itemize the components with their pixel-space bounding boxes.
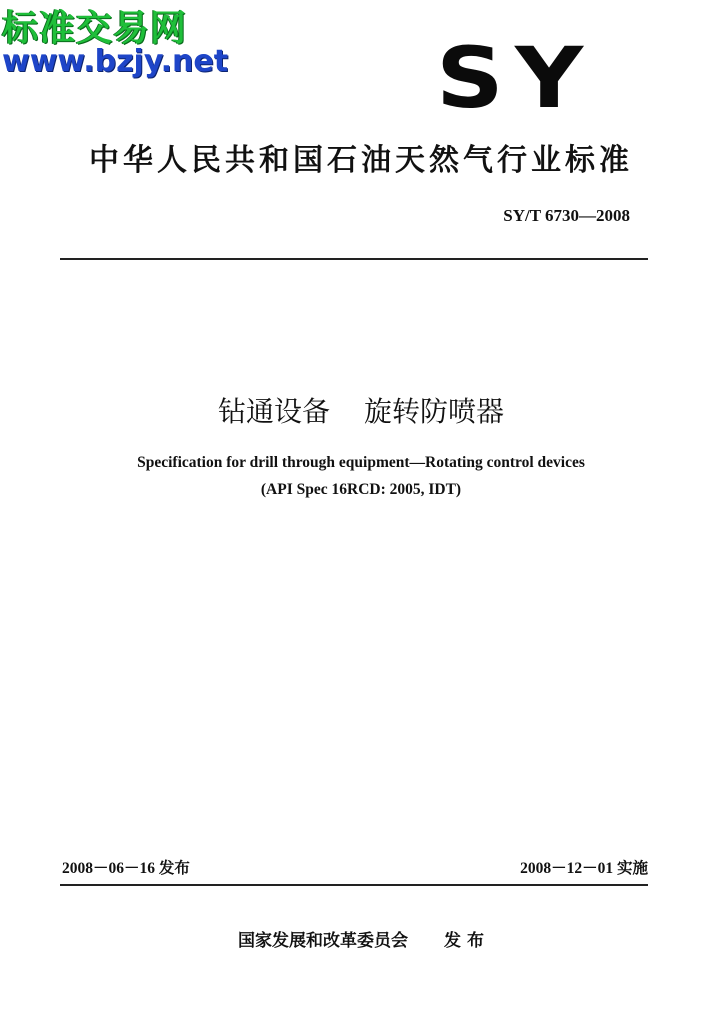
bottom-divider: [60, 884, 648, 886]
issuing-authority: [0, 926, 722, 951]
industry-standard-title: 中华人民共和国石油天然气行业标准: [89, 143, 633, 178]
document-title-cn: [0, 390, 722, 430]
issuer-action: 发 布: [444, 931, 484, 951]
adoption-reference: (API Spec 16RCD: 2005, IDT): [260, 481, 462, 498]
standard-number: SY/T 6730—2008: [503, 206, 630, 225]
top-divider: [60, 258, 648, 260]
sy-standard-logo: SY: [435, 29, 594, 127]
document-title-cn-part2: 旋转防喷器: [364, 395, 505, 428]
document-title-cn-part1: 钻通设备: [217, 395, 330, 428]
issue-date: 2008－06－16 发布: [62, 860, 190, 877]
document-title-en: Specification for drill through equipment—Rotating control devices: [137, 454, 585, 471]
watermark-site-name: 标准交易网: [2, 8, 188, 49]
effective-date: 2008－12－01 实施: [520, 860, 648, 877]
issuer-name: 国家发展和改革委员会: [238, 931, 409, 951]
watermark-site-url: www.bzjy.net: [2, 44, 229, 79]
